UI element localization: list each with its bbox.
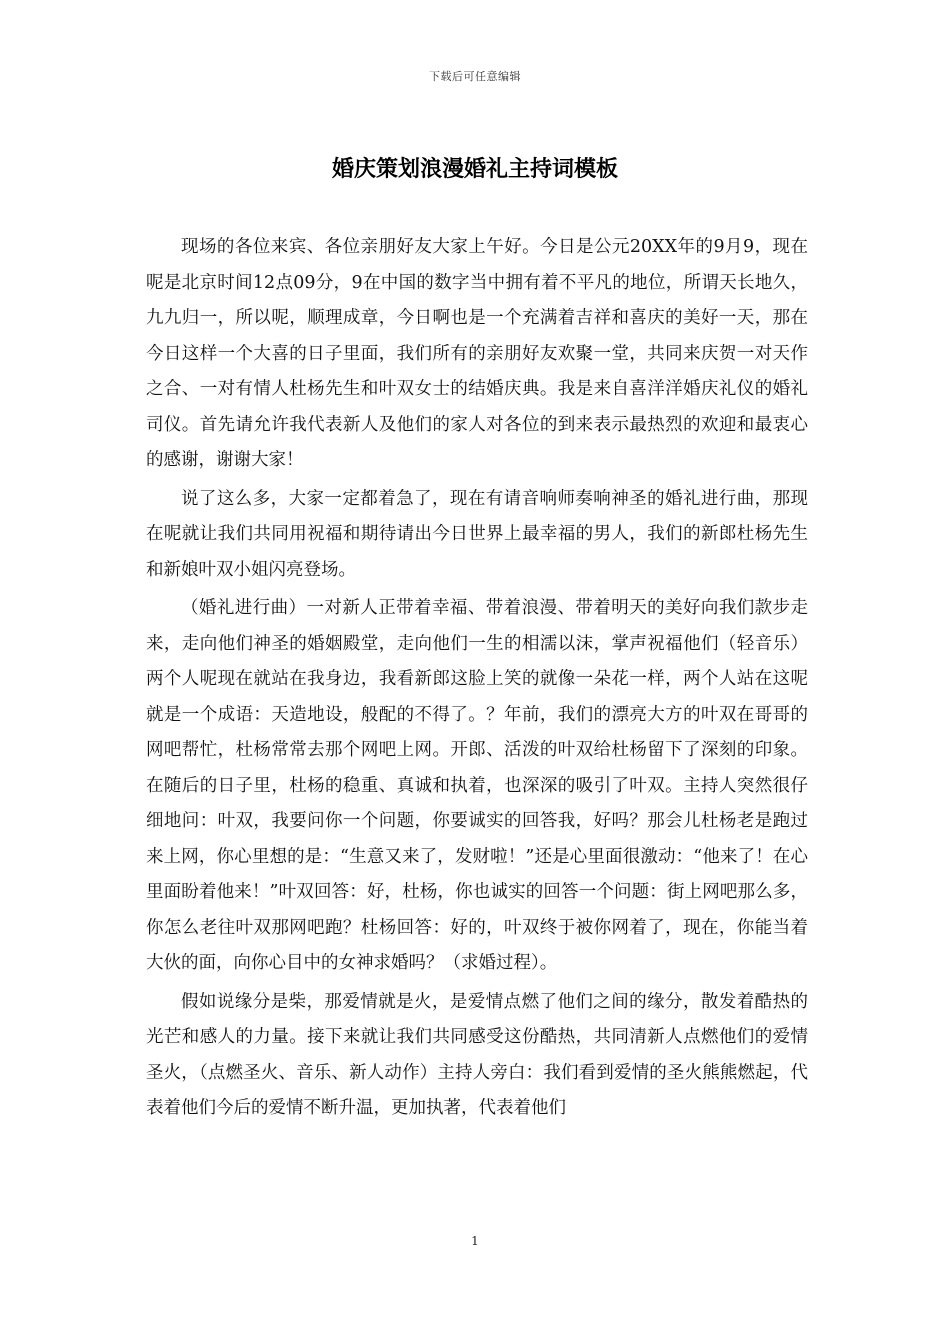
page-number: 1 (471, 1234, 479, 1248)
header-note: 下载后可任意编辑 (429, 70, 521, 83)
paragraph-entrance: 说了这么多，大家一定都着急了，现在有请音响师奏响神圣的婚礼进行曲，那现在呢就让我们共同用祝福和期待请出今日世界上最幸福的男人，我们的新郎杜杨先生和新娘叶双小姐闪亮登场。 (146, 488, 808, 580)
document-body (146, 230, 808, 1130)
paragraph-wedding-march: （婚礼进行曲）一对新人正带着幸福、带着浪漫、带着明天的美好向我们款步走来，走向他们神圣的婚姻殿堂，走向他们一生的相濡以沫，掌声祝福他们（轻音乐）两个人呢现在就站在我身边，我看新郎这脸上笑的就像一朵花一样，两个人站在这呢就是一个成语：天造地设，般配的不得了。？年前，我们的漂亮大方的叶双在哥哥的网吧帮忙，杜杨常常去那个网吧上网。开郎、活泼的叶双给杜杨留下了深刻的印象。在随后的日子里，杜杨的稳重、真诚和执着，也深深的吸引了叶双。主持人突然很仔细地问：叶双，我要问你一个问题，你要诚实的回答我，好吗？那会儿杜杨老是跑过来上网，你心里想的是：“生意又来了，发财啦！”还是心里面很激动：“他来了！在心里面盼着他来！”叶双回答：好，杜杨，你也诚实的回答一个问题：街上网吧那么多，你怎么老往叶双那网吧跑？杜杨回答：好的，叶双终于被你网着了，现在，你能当着大伙的面，向你心目中的女神求婚吗？（求婚过程）。 (146, 598, 808, 973)
paragraph-love-flame: 假如说缘分是柴，那爱情就是火，是爱情点燃了他们之间的缘分，散发着酷热的光芒和感人的力量。接下来就让我们共同感受这份酷热，共同清新人点燃他们的爱情圣火，（点燃圣火、音乐、新人动作）主持人旁白：我们看到爱情的圣火熊熊燃起，代表着他们今后的爱情不断升温，更加执著，代表着他们 (146, 991, 808, 1118)
paragraph-opening: 现场的各位来宾、各位亲朋好友大家上午好。今日是公元20XX年的9月9，现在呢是北京时间12点09分，9在中国的数字当中拥有着不平凡的地位，所谓天长地久，九九归一，所以呢，顺理成章，今日啊也是一个充满着吉祥和喜庆的美好一天，那在今日这样一个大喜的日子里面，我们所有的亲朋好友欢聚一堂，共同来庆贺一对天作之合、一对有情人杜杨先生和叶双女士的结婚庆典。我是来自喜洋洋婚庆礼仪的婚礼司仪。首先请允许我代表新人及他们的家人对各位的到来表示最热烈的欢迎和最衷心的感谢，谢谢大家！ (146, 237, 808, 470)
document-title: 婚庆策划浪漫婚礼主持词模板 (331, 156, 618, 182)
